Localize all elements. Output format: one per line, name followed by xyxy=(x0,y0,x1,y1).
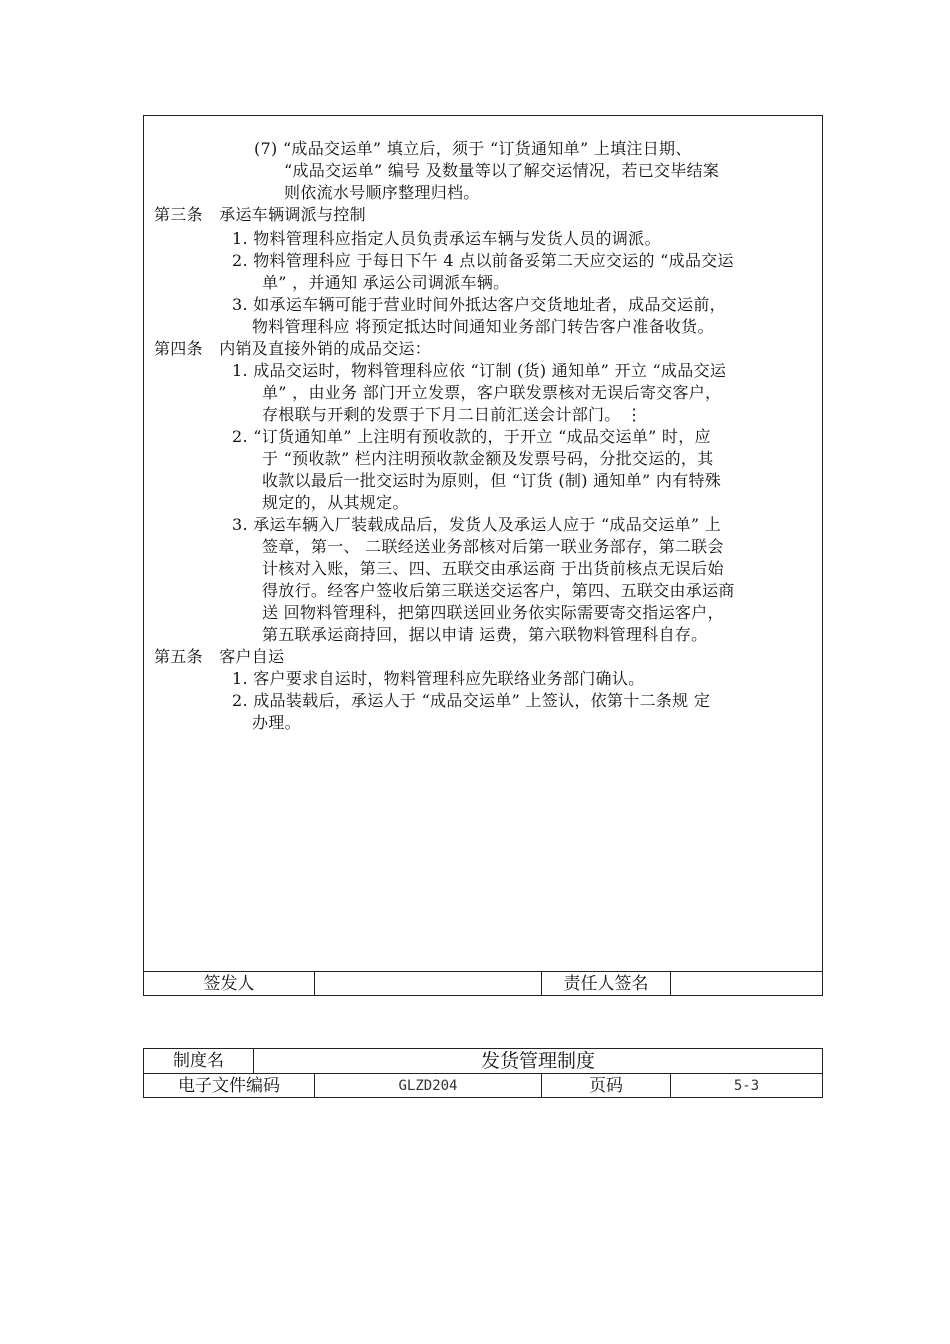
responsible-label: 责任人签名 xyxy=(563,974,649,994)
issuer-label: 签发人 xyxy=(203,974,255,994)
body-line: 3. 如承运车辆可能于营业时间外抵达客户交货地址者，成品交运前， xyxy=(232,295,726,314)
policy-name-label: 制度名 xyxy=(173,1051,224,1071)
body-line: 送 回物料管理科，把第四联送回业务依实际需要寄交指运客户， xyxy=(262,603,724,622)
content-frame xyxy=(143,115,823,996)
body-line: 规定的，从其规定。 xyxy=(262,493,409,512)
body-line: 2. 成品装载后，承运人于 “成品交运单” 上签认，依第十二条规 定 xyxy=(232,691,711,710)
body-line: 则依流水号顺序整理归档。 xyxy=(284,183,480,202)
file-code-value: GLZD204 xyxy=(398,1078,458,1094)
body-line: 收款以最后一批交运时为原则，但 “订货 (制) 通知单” 内有特殊 xyxy=(262,471,722,490)
section-heading: 第四条 内销及直接外销的成品交运： xyxy=(154,339,432,358)
issuer-field[interactable] xyxy=(315,972,541,996)
file-code-row xyxy=(144,1073,822,1098)
body-line: 3. 承运车辆入厂装载成品后，发货人及承运人应于 “成品交运单” 上 xyxy=(232,515,722,534)
body-line: 得放行。经客户签收后第三联送交运客户，第四、五联交由承运商 xyxy=(262,581,735,600)
body-line: 2. “订货通知单” 上注明有预收款的，于开立 “成品交运单” 时，应 xyxy=(232,427,711,446)
body-line: 2. 物料管理科应 于每日下午 4 点以前备妥第二天应交运的 “成品交运 xyxy=(232,251,734,270)
body-line: 于 “预收款” 栏内注明预收款金额及发票号码，分批交运的，其 xyxy=(262,449,714,468)
body-line: 1. 成品交运时，物料管理科应依 “订制 (货) 通知单” 开立 “成品交运 xyxy=(232,361,727,380)
body-line: 1. 物料管理科应指定人员负责承运车辆与发货人员的调派。 xyxy=(232,229,661,248)
body-line: 办理。 xyxy=(252,713,301,732)
body-line: 第五联承运商持回，据以申请 运费，第六联物料管理科自存。 xyxy=(262,625,708,644)
page-value: 5-3 xyxy=(733,1078,760,1094)
policy-name-value: 发货管理制度 xyxy=(480,1050,595,1072)
section-heading: 第三条 承运车辆调派与控制 xyxy=(154,205,366,224)
signature-row xyxy=(144,971,822,996)
section-heading: 第五条 客户自运 xyxy=(154,647,285,666)
policy-name-row xyxy=(144,1049,822,1073)
body-line: 单” ，由业务 部门开立发票，客户联发票核对无误后寄交客户， xyxy=(262,383,722,402)
body-line: 1. 客户要求自运时，物料管理科应先联络业务部门确认。 xyxy=(232,669,645,688)
body-line: 计核对入账，第三、四、五联交由承运商 于出货前核点无误后始 xyxy=(262,559,724,578)
responsible-field[interactable] xyxy=(671,972,822,996)
file-code-label: 电子文件编码 xyxy=(178,1076,280,1096)
body-line: “成品交运单” 编号 及数量等以了解交运情况，若已交毕结案 xyxy=(284,161,720,180)
body-line: 存根联与开剩的发票于下月二日前汇送会计部门。 ⋮ xyxy=(262,405,643,424)
body-line: 物料管理科应 将预定抵达时间通知业务部门转告客户准备收货。 xyxy=(252,317,714,336)
body-line: 单” ，并通知 承运公司调派车辆。 xyxy=(262,273,510,292)
policy-info-table xyxy=(143,1048,823,1098)
page-label: 页码 xyxy=(589,1076,623,1096)
body-line: (7) “成品交运单” 填立后，须于 “订货通知单” 上填注日期、 xyxy=(254,139,692,158)
body-line: 签章，第一、 二联经送业务部核对后第一联业务部存，第二联会 xyxy=(262,537,724,556)
